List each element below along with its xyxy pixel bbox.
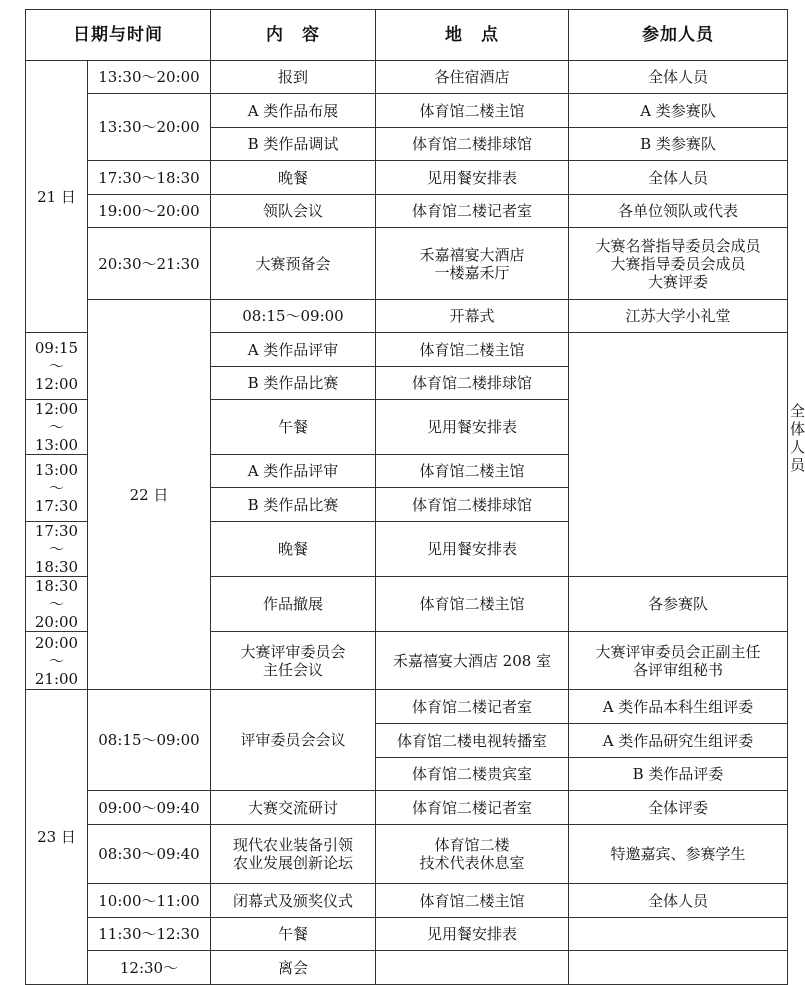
place-cell: 体育馆二楼主馆 xyxy=(376,333,569,367)
place-cell: 体育馆二楼记者室 xyxy=(376,791,569,825)
place-cell: 各住宿酒店 xyxy=(376,61,569,94)
time-cell: 08:30～09:40 xyxy=(88,825,211,884)
table-row xyxy=(26,161,788,195)
day-cell: 21 日 xyxy=(26,61,88,333)
content-cell: 作品撤展 xyxy=(211,577,376,632)
place-cell: 体育馆二楼主馆 xyxy=(376,884,569,918)
place-cell xyxy=(376,825,569,884)
time-cell: 19:00～20:00 xyxy=(88,195,211,228)
people-cell: 全体评委 xyxy=(569,791,788,825)
table-row xyxy=(26,61,788,94)
time-cell: 12:30～ xyxy=(88,951,211,985)
header-date-time: 日期与时间 xyxy=(26,10,211,61)
table-row xyxy=(26,884,788,918)
place-cell: 体育馆二楼排球馆 xyxy=(376,128,569,161)
people-cell: A 类参赛队 xyxy=(569,94,788,128)
content-cell: 午餐 xyxy=(211,918,376,951)
table-row xyxy=(26,791,788,825)
table-row xyxy=(26,228,788,300)
table-row xyxy=(26,690,788,724)
place-text: 禾嘉禧宴大酒店 一楼嘉禾厅 xyxy=(419,245,525,282)
content-cell xyxy=(211,632,376,690)
content-cell: 午餐 xyxy=(211,400,376,455)
place-cell: 见用餐安排表 xyxy=(376,918,569,951)
content-text: 现代农业装备引领 农业发展创新论坛 xyxy=(232,836,353,872)
time-cell: 17:30～18:30 xyxy=(26,522,88,577)
content-cell: 评审委员会会议 xyxy=(211,690,376,791)
people-cell: B 类作品评委 xyxy=(569,758,788,791)
content-cell: 离会 xyxy=(211,951,376,985)
place-cell xyxy=(376,951,569,985)
time-cell: 20:30～21:30 xyxy=(88,228,211,300)
table-row: 22 日 08:15～09:00 开幕式 江苏大学小礼堂 全体人员 xyxy=(26,300,788,333)
place-cell: 见用餐安排表 xyxy=(376,161,569,195)
place-cell: 体育馆二楼贵宾室 xyxy=(376,758,569,791)
place-cell: 体育馆二楼排球馆 xyxy=(376,488,569,522)
content-cell: A 类作品评审 xyxy=(211,333,376,367)
people-cell: 各单位领队或代表 xyxy=(569,195,788,228)
time-cell: 13:30～20:00 xyxy=(88,94,211,161)
time-cell: 17:30～18:30 xyxy=(88,161,211,195)
people-text: 大赛名誉指导委员会成员 大赛指导委员会成员 大赛评委 xyxy=(595,236,761,291)
time-cell: 09:15～12:00 xyxy=(26,333,88,400)
content-cell: A 类作品布展 xyxy=(211,94,376,128)
table-row xyxy=(26,825,788,884)
time-cell: 18:30～20:00 xyxy=(26,577,88,632)
place-cell: 江苏大学小礼堂 xyxy=(569,300,788,333)
time-cell: 09:00～09:40 xyxy=(88,791,211,825)
time-cell: 13:30～20:00 xyxy=(88,61,211,94)
table-row xyxy=(26,94,788,128)
time-cell: 10:00～11:00 xyxy=(88,884,211,918)
people-cell: 全体人员 xyxy=(569,884,788,918)
content-cell: 闭幕式及颁奖仪式 xyxy=(211,884,376,918)
content-cell: 开幕式 xyxy=(376,300,569,333)
content-cell xyxy=(211,825,376,884)
content-cell: B 类作品比赛 xyxy=(211,488,376,522)
day-cell: 23 日 xyxy=(26,690,88,985)
table-row xyxy=(26,951,788,985)
schedule-table xyxy=(25,9,805,985)
people-cell: 全体人员 xyxy=(569,161,788,195)
day-cell: 22 日 xyxy=(88,300,211,690)
place-cell: 见用餐安排表 xyxy=(376,400,569,455)
table-header-row xyxy=(26,10,788,61)
people-cell: A 类作品研究生组评委 xyxy=(569,724,788,758)
time-cell: 13:00～17:30 xyxy=(26,455,88,522)
people-cell xyxy=(569,951,788,985)
people-cell: 全体人员 xyxy=(569,61,788,94)
place-cell: 体育馆二楼主馆 xyxy=(376,577,569,632)
header-participants: 参加人员 xyxy=(569,10,788,61)
people-cell xyxy=(569,918,788,951)
content-cell: 报到 xyxy=(211,61,376,94)
place-cell: 体育馆二楼电视转播室 xyxy=(376,724,569,758)
content-cell: 大赛预备会 xyxy=(211,228,376,300)
header-content: 内 容 xyxy=(211,10,376,61)
header-place: 地 点 xyxy=(376,10,569,61)
people-cell: A 类作品本科生组评委 xyxy=(569,690,788,724)
place-cell: 见用餐安排表 xyxy=(376,522,569,577)
people-cell: 特邀嘉宾、参赛学生 xyxy=(569,825,788,884)
place-cell: 体育馆二楼主馆 xyxy=(376,455,569,488)
content-cell: 大赛交流研讨 xyxy=(211,791,376,825)
time-cell: 08:15～09:00 xyxy=(211,300,376,333)
content-cell: A 类作品评审 xyxy=(211,455,376,488)
content-cell: B 类作品调试 xyxy=(211,128,376,161)
people-cell xyxy=(569,632,788,690)
time-cell: 12:00～13:00 xyxy=(26,400,88,455)
place-cell: 禾嘉禧宴大酒店 208 室 xyxy=(376,632,569,690)
content-cell: 晚餐 xyxy=(211,522,376,577)
content-cell: 领队会议 xyxy=(211,195,376,228)
place-text: 体育馆二楼 技术代表休息室 xyxy=(419,836,525,872)
people-cell: B 类参赛队 xyxy=(569,128,788,161)
place-cell: 体育馆二楼记者室 xyxy=(376,195,569,228)
people-text: 大赛评审委员会正副主任 各评审组秘书 xyxy=(595,642,761,679)
place-cell: 体育馆二楼主馆 xyxy=(376,94,569,128)
place-cell: 体育馆二楼记者室 xyxy=(376,690,569,724)
time-cell: 20:00～21:00 xyxy=(26,632,88,690)
people-cell: 各参赛队 xyxy=(569,577,788,632)
content-cell: 晚餐 xyxy=(211,161,376,195)
place-cell xyxy=(376,228,569,300)
table-row xyxy=(26,918,788,951)
place-cell: 体育馆二楼排球馆 xyxy=(376,367,569,400)
table-row xyxy=(26,195,788,228)
people-cell xyxy=(569,228,788,300)
time-cell: 11:30～12:30 xyxy=(88,918,211,951)
time-cell: 08:15～09:00 xyxy=(88,690,211,791)
content-cell: B 类作品比赛 xyxy=(211,367,376,400)
content-text: 大赛评审委员会 主任会议 xyxy=(240,642,346,679)
